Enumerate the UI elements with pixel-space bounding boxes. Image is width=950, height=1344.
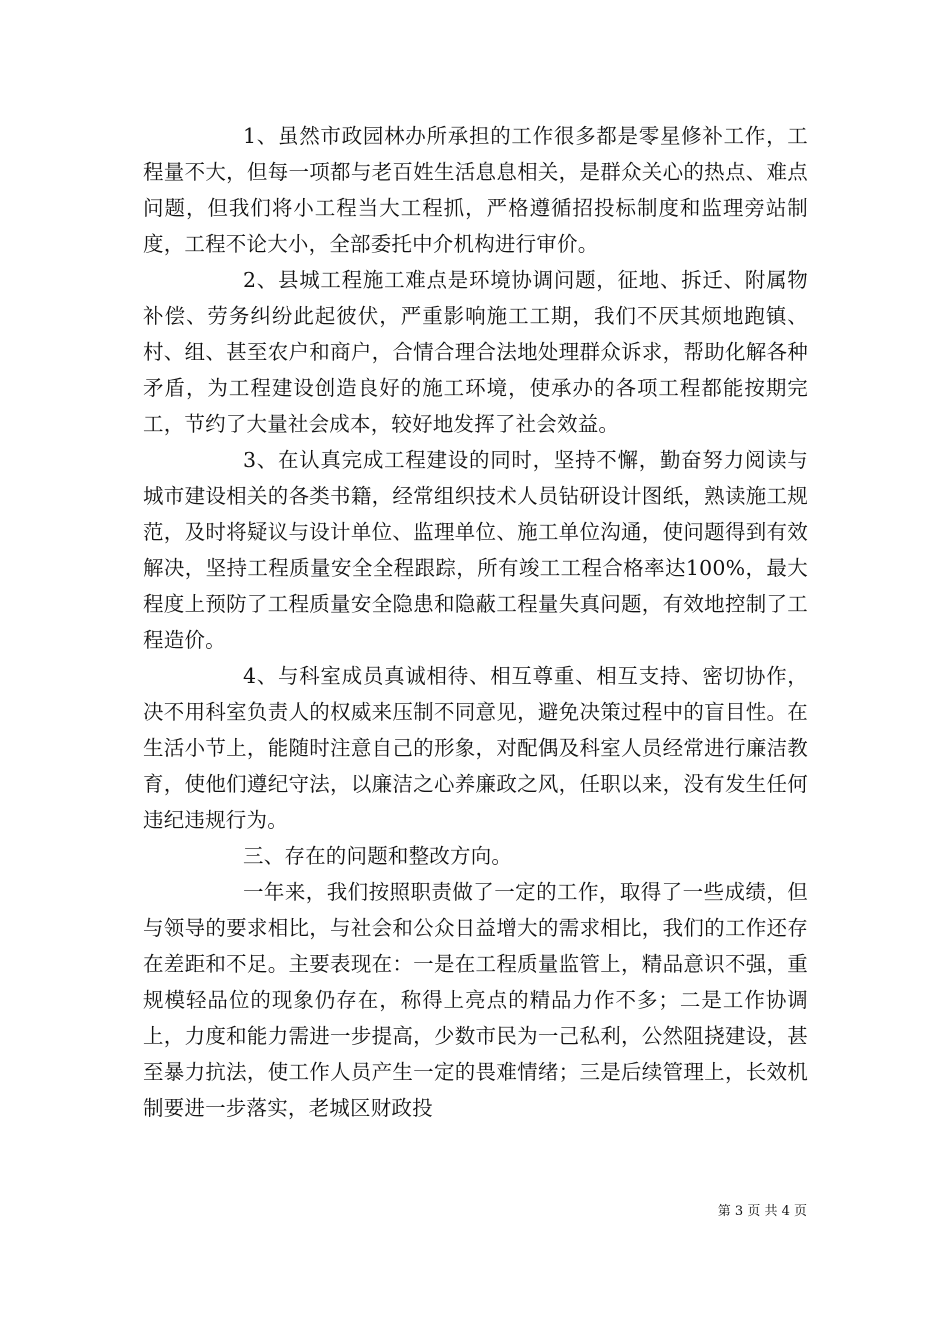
paragraph-problems: 一年来，我们按照职责做了一定的工作，取得了一些成绩，但与领导的要求相比，与社会和公众日益增大的需求相比，我们的工作还存在差距和不足。主要表现在：一是在工程质量监管上，精品意识不强，重规模轻品位的现象仍存在，称得上亮点的精品力作不多；二是工作协调上，力度和能力需进一步提高，少数市民为一己私利，公然阻挠建设，甚至暴力抗法，使工作人员产生一定的畏难情绪；三是后续管理上，长效机制要进一步落实，老城区财政投: [143, 880, 808, 1120]
paragraph-item-1: 1、虽然市政园林办所承担的工作很多都是零星修补工作，工程量不大，但每一项都与老百姓生活息息相关，是群众关心的热点、难点问题，但我们将小工程当大工程抓，严格遵循招投标制度和监理旁站制度，工程不论大小，全部委托中介机构进行审价。: [143, 124, 808, 256]
document-body: [143, 118, 808, 1126]
page-number-footer: 第 3 页 共 4 页: [717, 1204, 807, 1219]
paragraph-item-2: 2、县城工程施工难点是环境协调问题，征地、拆迁、附属物补偿、劳务纠纷此起彼伏，严重影响施工工期，我们不厌其烦地跑镇、村、组、甚至农户和商户，合情合理合法地处理群众诉求，帮助化解各种矛盾，为工程建设创造良好的施工环境，使承办的各项工程都能按期完工，节约了大量社会成本，较好地发挥了社会效益。: [143, 268, 808, 436]
section-heading: 三、存在的问题和整改方向。: [243, 844, 513, 868]
paragraph-item-4: 4、与科室成员真诚相待、相互尊重、相互支持、密切协作，决不用科室负责人的权威来压制不同意见，避免决策过程中的盲目性。在生活小节上，能随时注意自己的形象，对配偶及科室人员经常进行廉洁教育，使他们遵纪守法，以廉洁之心养廉政之风，任职以来，没有发生任何违纪违规行为。: [143, 664, 808, 832]
paragraph-item-3: 3、在认真完成工程建设的同时，坚持不懈，勤奋努力阅读与城市建设相关的各类书籍，经常组织技术人员钻研设计图纸，熟读施工规范，及时将疑议与设计单位、监理单位、施工单位沟通，使问题得到有效解决，坚持工程质量安全全程跟踪，所有竣工工程合格率达100%，最大程度上预防了工程质量安全隐患和隐蔽工程量失真问题，有效地控制了工程造价。: [143, 448, 808, 652]
